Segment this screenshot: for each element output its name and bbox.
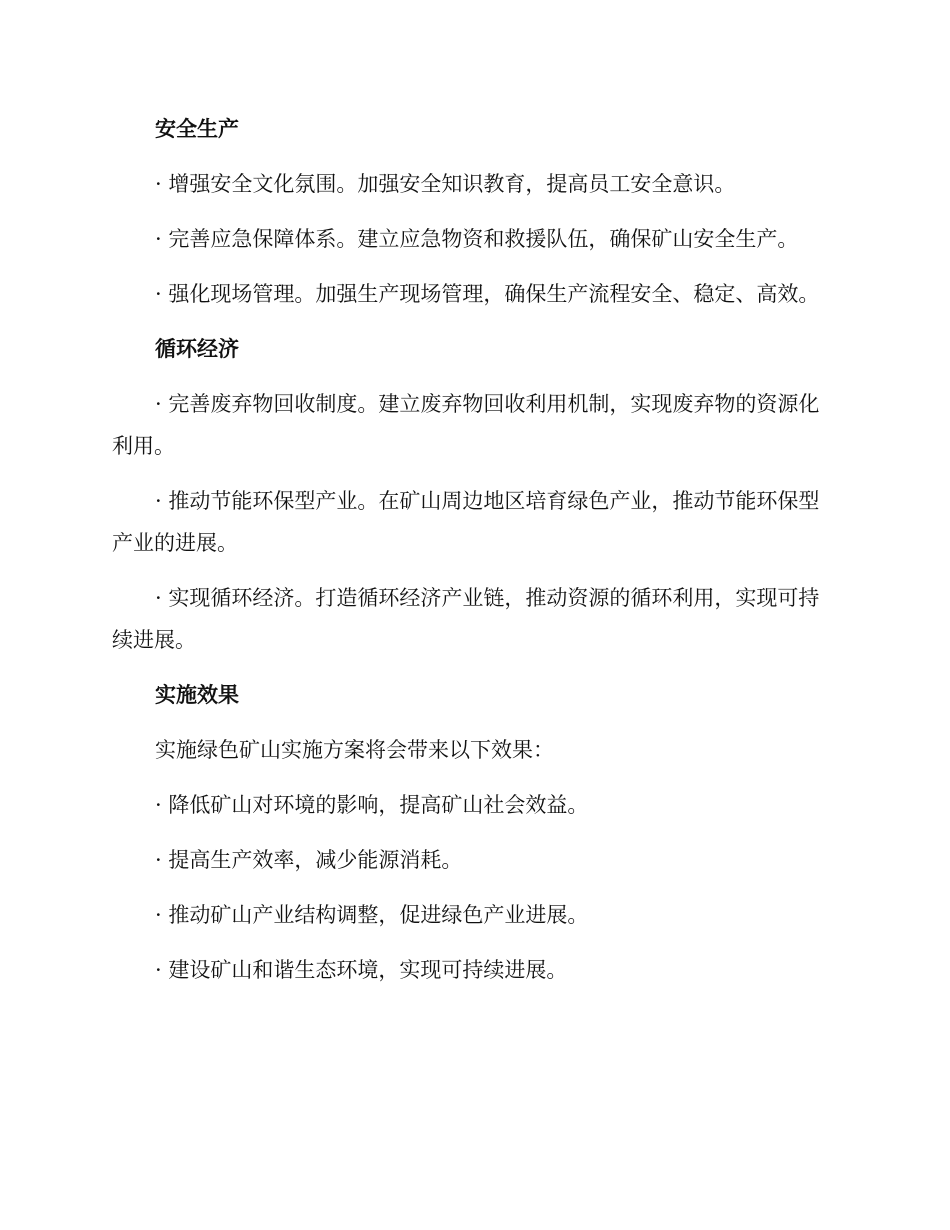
paragraph: · 推动矿山产业结构调整，促进绿色产业进展。 <box>155 903 589 927</box>
paragraph: · 建设矿山和谐生态环境，实现可持续进展。 <box>155 958 568 982</box>
paragraph: · 完善废弃物回收制度。建立废弃物回收利用机制，实现废弃物的资源化利用。 <box>112 392 820 458</box>
section-heading-safety: 安全生产 <box>155 117 239 141</box>
paragraph: · 强化现场管理。加强生产现场管理，确保生产流程安全、稳定、高效。 <box>155 282 820 306</box>
paragraph: · 推动节能环保型产业。在矿山周边地区培育绿色产业，推动节能环保型产业的进展。 <box>112 489 820 555</box>
paragraph: 实施绿色矿山实施方案将会带来以下效果： <box>155 738 554 762</box>
paragraph: · 提高生产效率，减少能源消耗。 <box>155 848 463 872</box>
section-heading-circular-economy: 循环经济 <box>155 337 239 361</box>
paragraph: · 增强安全文化氛围。加强安全知识教育，提高员工安全意识。 <box>155 172 736 196</box>
paragraph: · 实现循环经济。打造循环经济产业链，推动资源的循环利用，实现可持续进展。 <box>112 586 820 652</box>
paragraph: · 降低矿山对环境的影响，提高矿山社会效益。 <box>155 793 589 817</box>
paragraph: · 完善应急保障体系。建立应急物资和救援队伍，确保矿山安全生产。 <box>155 227 799 251</box>
section-heading-effects: 实施效果 <box>155 683 239 707</box>
